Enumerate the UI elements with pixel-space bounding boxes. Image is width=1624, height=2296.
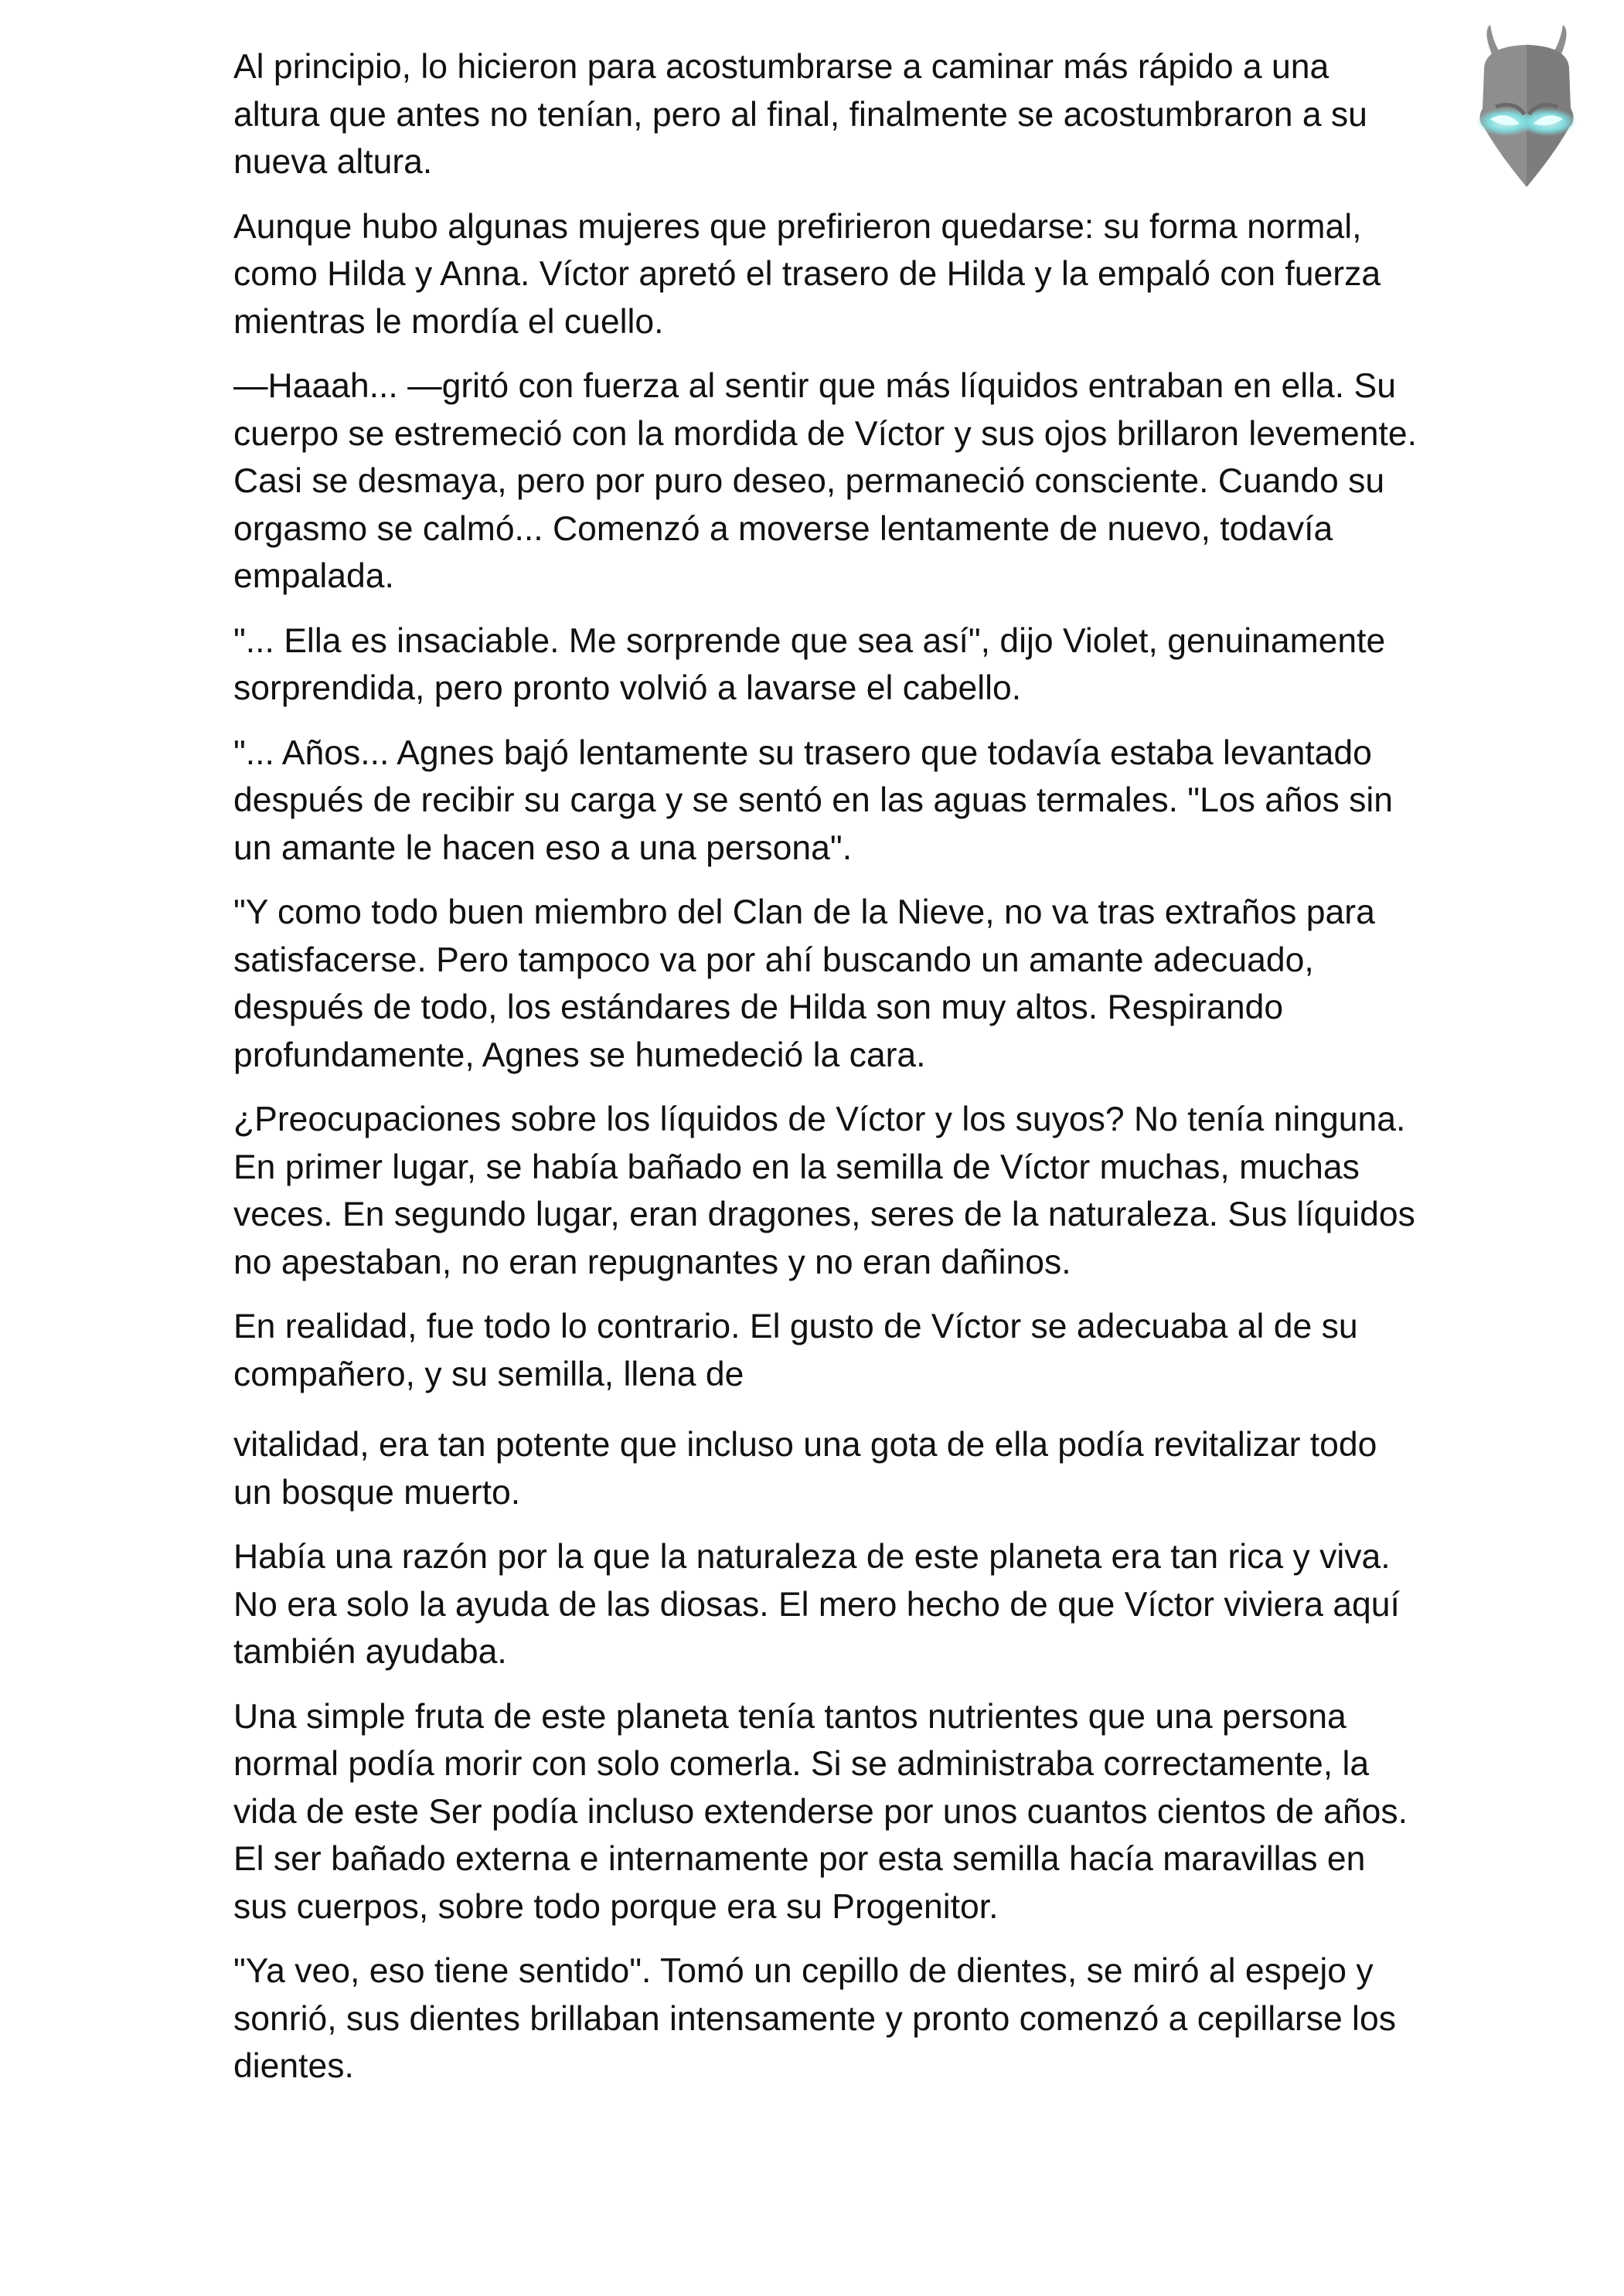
document-body bbox=[233, 43, 1424, 2107]
paragraph-6: "Y como todo buen miembro del Clan de la Nieve, no va tras extraños para satisfacerse. Pero tampoco va por ahí buscando un amante adecuado, después de todo, los estándares de Hilda son muy altos. Respirando profundamente, Agnes se humedeció la cara. bbox=[233, 893, 1375, 1074]
paragraph-2: Aunque hubo algunas mujeres que prefirieron quedarse: su forma normal, como Hilda y Anna. Víctor apretó el trasero de Hilda y la empaló con fuerza mientras le mordía el cuello. bbox=[233, 207, 1381, 341]
paragraph-9: vitalidad, era tan potente que incluso una gota de ella podía revitalizar todo un bosque muerto. bbox=[233, 1426, 1377, 1512]
paragraph-5: "... Años... Agnes bajó lentamente su trasero que todavía estaba levantado después de recibir su carga y se sentó en las aguas termales. "Los años sin un amante le hacen eso a una persona". bbox=[233, 733, 1393, 867]
paragraph-8: En realidad, fue todo lo contrario. El gusto de Víctor se adecuaba al de su compañero, y su semilla, llena de bbox=[233, 1308, 1358, 1393]
paragraph-7: ¿Preocupaciones sobre los líquidos de Víctor y los suyos? No tenía ninguna. En primer lugar, se había bañado en la semilla de Víctor muchas, muchas veces. En segundo lugar, eran dragones, seres de la naturaleza. Sus líquidos no apestaban, no eran repugnantes y no eran dañinos. bbox=[233, 1100, 1415, 1281]
paragraph-3: —Haaah... —gritó con fuerza al sentir que más líquidos entraban en ella. Su cuerpo se estremeció con la mordida de Víctor y sus ojos brillaron levemente. Casi se desmaya, pero por puro deseo, permaneció consciente. Cuando su orgasmo se calmó... Comenzó a moverse lentamente de nuevo, todavía empalada. bbox=[233, 367, 1418, 595]
paragraph-10: Había una razón por la que la naturaleza de este planeta era tan rica y viva. No era solo la ayuda de las diosas. El mero hecho de que Víctor viviera aquí también ayudaba. bbox=[233, 1538, 1400, 1671]
paragraph-12: "Ya veo, eso tiene sentido". Tomó un cepillo de dientes, se miró al espejo y sonrió, sus dientes brillaban intensamente y pronto comenzó a cepillarse los dientes. bbox=[233, 1952, 1396, 2085]
paragraph-1: Al principio, lo hicieron para acostumbrarse a caminar más rápido a una altura que antes no tenían, pero al final, finalmente se acostumbraron a su nueva altura. bbox=[233, 48, 1367, 181]
paragraph-11: Una simple fruta de este planeta tenía tantos nutrientes que una persona normal podía morir con solo comerla. Si se administraba correctamente, la vida de este Ser podía incluso extenderse por unos cuantos cientos de años. El ser bañado externa e internamente por esta semilla hacía maravillas en sus cuerpos, sobre todo porque era su Progenitor. bbox=[233, 1697, 1408, 1926]
demon-head-icon bbox=[1469, 23, 1585, 193]
paragraph-4: "... Ella es insaciable. Me sorprende que sea así", dijo Violet, genuinamente sorprendida, pero pronto volvió a lavarse el cabello. bbox=[233, 621, 1386, 707]
